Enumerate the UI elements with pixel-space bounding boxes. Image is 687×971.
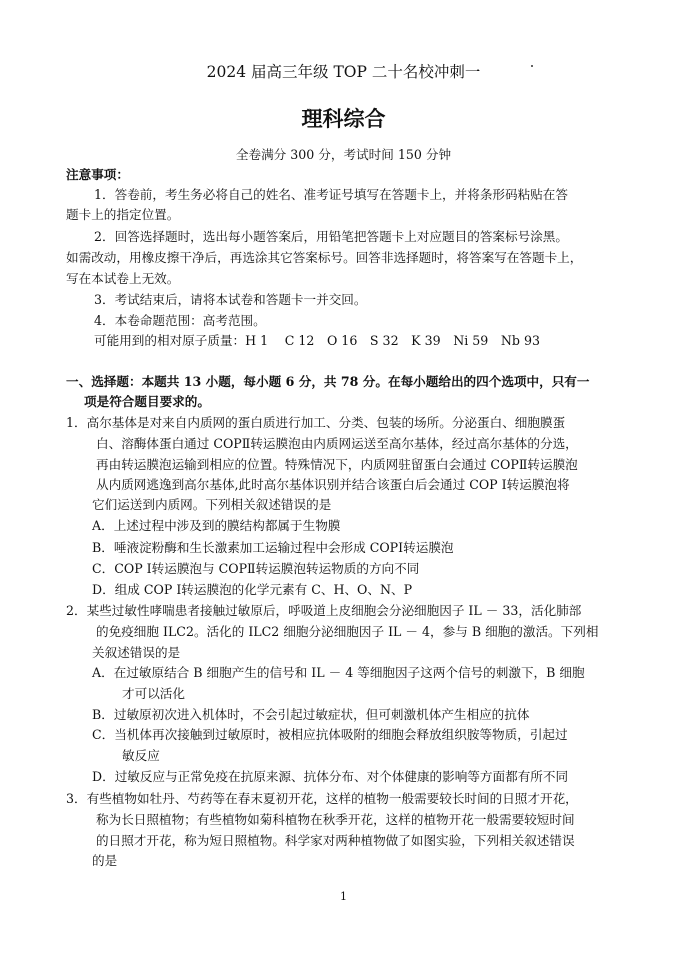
atomic-masses: 可能用到的相对原子质量：H 1 C 12 O 16 S 32 K 39 Ni 59 Nb 93	[94, 333, 540, 348]
page-number: 1	[340, 890, 347, 903]
subject-title: 理科综合	[301, 106, 386, 131]
section-1-title-line-1: 一、选择题：本题共 13 小题，每小题 6 分，共 78 分。在每小题给出的四个选项中，只有一	[66, 374, 590, 389]
q1-option-a: A．上述过程中涉及到的膜结构都属于生物膜	[92, 518, 341, 533]
q2-option-d: D．过敏反应与正常免疫在抗原来源、抗体分布、对个体健康的影响等方面都有所不同	[92, 769, 569, 784]
q3-stem-line: 的是	[92, 853, 118, 868]
notice-1-line-2: 题卡上的指定位置。	[66, 207, 180, 222]
notice-3: 3．考试结束后，请将本试卷和答题卡一并交回。	[94, 292, 367, 307]
q2-option-a-line-1: A．在过敏原结合 B 细胞产生的信号和 IL － 4 等细胞因子这两个信号的刺激下，B 细胞	[92, 665, 585, 680]
exam-title: 2024 届高三年级 TOP 二十名校冲刺一	[206, 63, 481, 81]
q2-option-b: B．过敏原初次进入机体时，不会引起过敏症状，但可刺激机体产生相应的抗体	[92, 707, 530, 722]
q2-option-c-line-1: C．当机体再次接触到过敏原时，被相应抗体吸附的细胞会释放组织胺等物质，引起过	[92, 727, 568, 742]
q1-option-b: B．唾液淀粉酶和生长激素加工运输过程中会形成 COPⅠ转运膜泡	[92, 540, 454, 555]
notice-2-line-3: 写在本试卷上无效。	[66, 271, 180, 286]
q1-stem-line: 1．高尔基体是对来自内质网的蛋白质进行加工、分类、包装的场所。分泌蛋白、细胞膜蛋	[66, 415, 566, 430]
exam-info: 全卷满分 300 分，考试时间 150 分钟	[235, 147, 452, 162]
q2-stem-line: 关叙述错误的是	[92, 645, 181, 660]
q3-stem-line: 3．有些植物如牡丹、芍药等在春末夏初开花，这样的植物一般需要较长时间的日照才开花，	[66, 791, 578, 806]
q1-option-d: D．组成 COP Ⅰ转运膜泡的化学元素有 C、H、O、N、P	[92, 582, 413, 597]
notice-1-line-1: 1．答卷前，考生务必将自己的姓名、准考证号填写在答题卡上，并将条形码粘贴在答	[94, 187, 568, 202]
q1-stem-line: 从内质网逃逸到高尔基体,此时高尔基体识别并结合该蛋白后会通过 COP Ⅰ转运膜泡将	[96, 477, 570, 492]
q2-stem-line: 2．某些过敏性哮喘患者接触过敏原后，呼吸道上皮细胞会分泌细胞因子 IL － 33，活化肺部	[66, 603, 582, 618]
q1-stem-line: 再由转运膜泡运输到相应的位置。特殊情况下，内质网驻留蛋白会通过 COPⅡ转运膜泡	[96, 457, 578, 472]
q1-stem-line: 白、溶酶体蛋白通过 COPⅡ转运膜泡由内质网运送至高尔基体，经过高尔基体的分选，	[96, 436, 578, 451]
notice-4: 4．本卷命题范围：高考范围。	[94, 313, 266, 328]
q2-option-c-line-2: 敏反应	[122, 748, 160, 763]
q3-stem-line: 称为长日照植物；有些植物如菊科植物在秋季开花，这样的植物开花一般需要较短时间	[96, 812, 575, 827]
q2-stem-line: 的免疫细胞 ILC2。活化的 ILC2 细胞分泌细胞因子 IL － 4，参与 B 细胞的激活。下列相	[96, 624, 599, 639]
q1-stem-line: 它们运送到内质网。下列相关叙述错误的是	[92, 497, 332, 512]
section-1-title-line-2: 项是符合题目要求的。	[84, 394, 210, 409]
q2-option-a-line-2: 才可以活化	[122, 686, 185, 701]
q3-stem-line: 的日照才开花，称为短日照植物。科学家对两种植物做了如图实验，下列相关叙述错误	[96, 833, 575, 848]
q1-option-c: C．COP Ⅰ转运膜泡与 COPⅡ转运膜泡转运物质的方向不同	[92, 561, 420, 576]
notice-2-line-1: 2．回答选择题时，选出每小题答案后，用铅笔把答题卡上对应题目的答案标号涂黑。	[94, 229, 568, 244]
notices-heading: 注意事项：	[66, 167, 129, 182]
notice-2-line-2: 如需改动，用橡皮擦干净后，再选涂其它答案标号。回答非选择题时，将答案写在答题卡上，	[66, 250, 583, 265]
